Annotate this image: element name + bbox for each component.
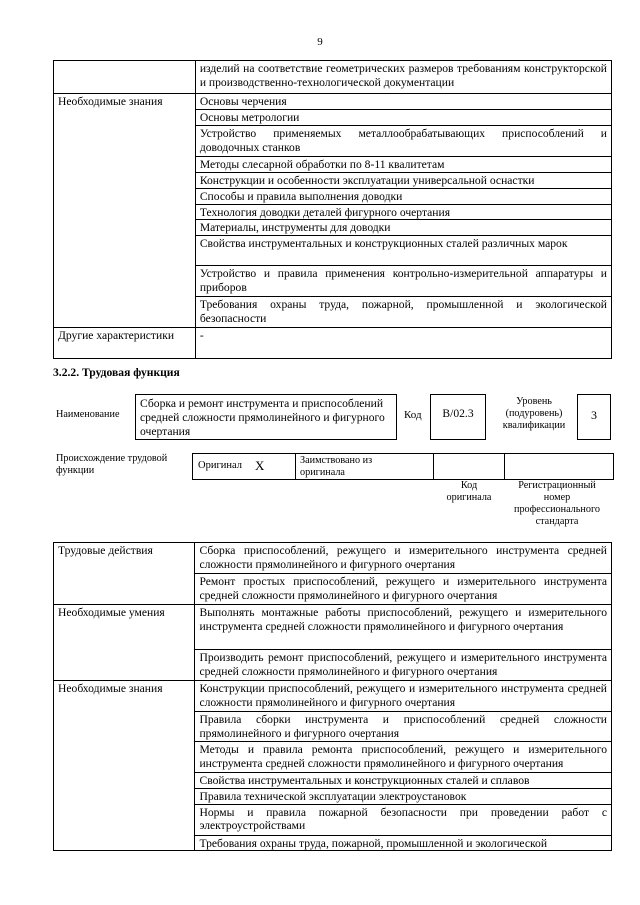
table-cell: Основы черчения: [195, 94, 611, 110]
name-label: Наименование: [56, 409, 120, 420]
top-requirements-table: [53, 60, 612, 359]
table-cell: Материалы, инструменты для доводки: [195, 220, 611, 236]
table-cell: Правила сборки инструмента и приспособлений средней сложности прямолинейного и фигурного очертания: [195, 712, 612, 742]
reg-number-caption: Регистрационный номер профессионального стандарта: [514, 480, 600, 527]
level-value: 3: [591, 408, 597, 422]
original-label: Оригинал: [198, 460, 242, 471]
table-cell: Нормы и правила пожарной безопасности при проведении работ с электроустройствами: [195, 804, 612, 835]
code-original-box: [433, 453, 505, 480]
level-label: Уровень (подуровень) квалификации: [502, 396, 566, 431]
table-cell: -: [195, 328, 611, 359]
original-box: [192, 453, 296, 480]
page-number: 9: [317, 36, 323, 48]
code-box: [430, 394, 486, 440]
table-cell: Ремонт простых приспособлений, режущего и измерительного инструмента средней сложности прямолинейного и фигурного очертания: [195, 574, 612, 605]
code-label: Код: [404, 409, 422, 421]
table-cell: Методы и правила ремонта приспособлений, режущего и измерительного инструмента средней сложности прямолинейного и фигурного очертания: [195, 742, 612, 773]
row-label-skills: Необходимые умения: [54, 605, 195, 681]
table-cell: Технология доводки деталей фигурного очертания: [195, 204, 611, 220]
row-label-other: Другие характеристики: [54, 328, 196, 359]
table-cell: Требования охраны труда, пожарной, промышленной и экологической: [195, 835, 612, 851]
main-function-table: [53, 542, 612, 851]
reg-number-box: [504, 453, 614, 480]
borrowed-label: Заимствовано из оригинала: [300, 455, 373, 478]
table-cell: Конструкции и особенности эксплуатации универсальной оснастки: [195, 173, 611, 189]
table-cell: Свойства инструментальных и конструкционных сталей и сплавов: [195, 773, 612, 789]
table-cell: Свойства инструментальных и конструкционных сталей различных марок: [195, 236, 611, 266]
table-cell: Конструкции приспособлений, режущего и измерительного инструмента средней сложности прямолинейного и фигурного очертания: [195, 681, 612, 712]
table-cell: Основы метрологии: [195, 110, 611, 126]
table-cell: Выполнять монтажные работы приспособлений, режущего и измерительного инструмента средней сложности прямолинейного и фигурного очертания: [195, 605, 612, 650]
borrowed-box: [295, 453, 434, 480]
code-value: B/02.3: [442, 407, 474, 420]
code-original-caption: Код оригинала: [446, 480, 492, 503]
row-label-knowledge: Необходимые знания: [54, 94, 196, 328]
origin-label: Происхождение трудовой функции: [56, 453, 168, 476]
table-cell: Устройство применяемых металлообрабатывающих приспособлений и доводочных станков: [195, 126, 611, 157]
row-label: [54, 61, 196, 94]
row-label-actions: Трудовые действия: [54, 543, 195, 605]
table-cell: Устройство и правила применения контрольно-измерительной аппаратуры и приборов: [195, 266, 611, 297]
name-box: [135, 394, 397, 440]
table-cell: изделий на соответствие геометрических размеров требованиям конструкторской и производственно-технологической документации: [195, 61, 611, 94]
section-heading: 3.2.2. Трудовая функция: [53, 366, 180, 379]
table-cell: Методы слесарной обработки по 8-11 квалитетам: [195, 157, 611, 173]
row-label-knowledge: Необходимые знания: [54, 681, 195, 851]
table-cell: Требования охраны труда, пожарной, промышленной и экологической безопасности: [195, 297, 611, 328]
table-cell: Производить ремонт приспособлений, режущего и измерительного инструмента средней сложности прямолинейного и фигурного очертания: [195, 650, 612, 681]
function-name: Сборка и ремонт инструмента и приспособлений средней сложности прямолинейного и фигурного очертания: [140, 397, 385, 438]
table-cell: Правила технической эксплуатации электроустановок: [195, 788, 612, 804]
level-box: [577, 394, 611, 440]
table-cell: Сборка приспособлений, режущего и измерительного инструмента средней сложности прямолинейного и фигурного очертания: [195, 543, 612, 574]
table-cell: Способы и правила выполнения доводки: [195, 189, 611, 205]
original-mark: X: [255, 458, 265, 473]
